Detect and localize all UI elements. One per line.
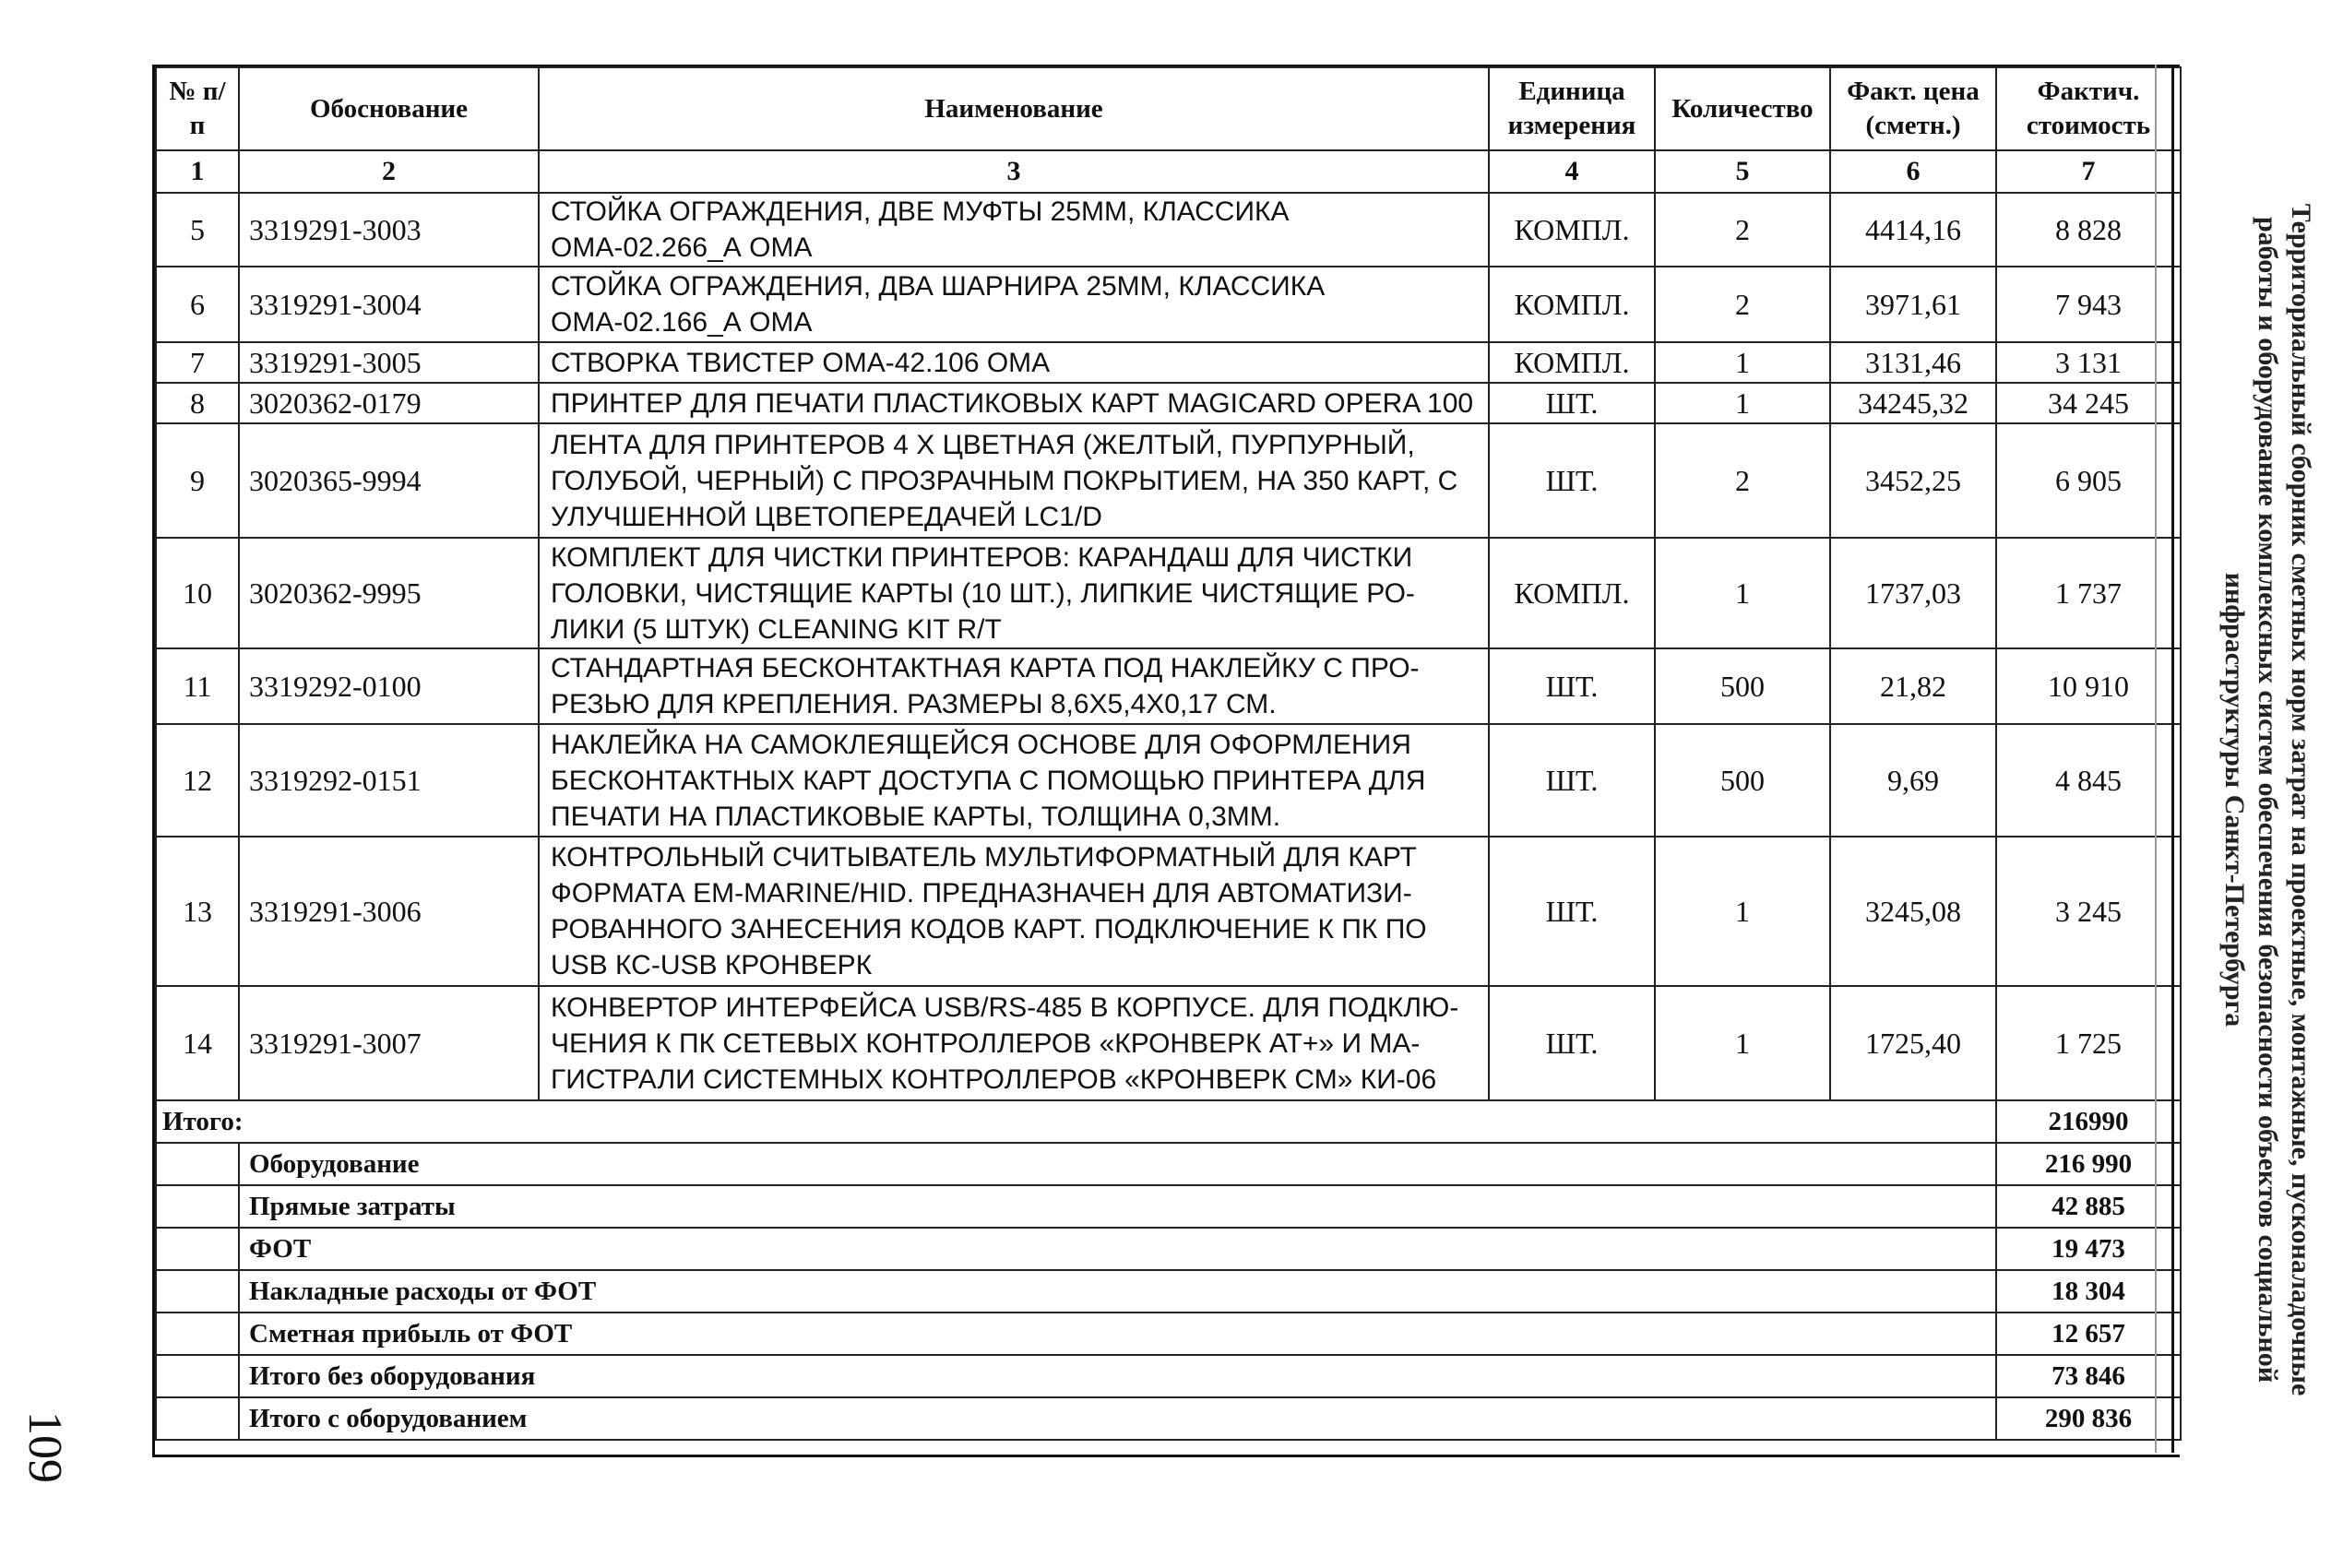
summary-row <box>156 1397 2181 1440</box>
row-unit: ШТ. <box>1489 986 1655 1100</box>
row-name: НАКЛЕЙКА НА САМОКЛЕЯЩЕЙСЯ ОСНОВЕ ДЛЯ ОФОРМЛЕНИЯ БЕСКОНТАКТНЫХ КАРТ ДОСТУПА С ПОМОЩЬЮ ПРИНТЕРА ДЛЯ ПЕЧАТИ НА ПЛАСТИКОВЫЕ КАРТЫ, ТОЛЩИНА 0,3ММ. <box>539 724 1489 837</box>
row-unit: ШТ. <box>1489 724 1655 837</box>
row-unit: КОМПЛ. <box>1489 538 1655 648</box>
summary-row <box>156 1228 2181 1270</box>
summary-value: 42 885 <box>1996 1185 2181 1228</box>
header-unit: Единица измерения <box>1489 67 1655 150</box>
row-no: 6 <box>156 267 239 342</box>
total-row <box>156 1100 2181 1143</box>
row-basis: 3319291-3007 <box>239 986 539 1100</box>
row-no: 10 <box>156 538 239 648</box>
row-basis: 3319291-3006 <box>239 837 539 986</box>
row-price: 34245,32 <box>1830 383 1996 423</box>
table-row <box>156 986 2181 1100</box>
header-price: Факт. цена (сметн.) <box>1830 67 1996 150</box>
row-name: ЛЕНТА ДЛЯ ПРИНТЕРОВ 4 Х ЦВЕТНАЯ (ЖЕЛТЫЙ, ПУРПУРНЫЙ, ГОЛУБОЙ, ЧЕРНЫЙ) С ПРОЗРАЧНЫМ ПОКРЫТИЕМ, НА 350 КАРТ, С УЛУЧШЕННОЙ ЦВЕТОПЕРЕДАЧЕЙ LC1/D <box>539 423 1489 538</box>
column-index: 6 <box>1830 150 1996 193</box>
header-row <box>156 67 2181 150</box>
row-basis: 3319291-3004 <box>239 267 539 342</box>
summary-value: 73 846 <box>1996 1355 2181 1397</box>
row-unit: КОМПЛ. <box>1489 342 1655 383</box>
row-no: 5 <box>156 193 239 267</box>
table-row <box>156 193 2181 267</box>
row-qty: 1 <box>1655 986 1830 1100</box>
row-price: 3452,25 <box>1830 423 1996 538</box>
summary-label: Итого с оборудованием <box>239 1397 1996 1440</box>
row-price: 21,82 <box>1830 648 1996 724</box>
row-unit: ШТ. <box>1489 837 1655 986</box>
header-name: Наименование <box>539 67 1489 150</box>
row-price: 3245,08 <box>1830 837 1996 986</box>
summary-spacer <box>156 1185 239 1228</box>
table-row <box>156 383 2181 423</box>
row-basis: 3020362-9995 <box>239 538 539 648</box>
column-index: 1 <box>156 150 239 193</box>
summary-value: 216 990 <box>1996 1143 2181 1185</box>
row-price: 4414,16 <box>1830 193 1996 267</box>
row-cost: 8 828 <box>1996 193 2181 267</box>
table-row <box>156 267 2181 342</box>
table-row <box>156 342 2181 383</box>
total-value: 216990 <box>1996 1100 2181 1143</box>
row-no: 11 <box>156 648 239 724</box>
row-name: ПРИНТЕР ДЛЯ ПЕЧАТИ ПЛАСТИКОВЫХ КАРТ MAGICARD OPERA 100 <box>539 383 1489 423</box>
summary-label: Оборудование <box>239 1143 1996 1185</box>
row-unit: КОМПЛ. <box>1489 193 1655 267</box>
row-unit: ШТ. <box>1489 648 1655 724</box>
row-basis: 3020365-9994 <box>239 423 539 538</box>
summary-label: ФОТ <box>239 1228 1996 1270</box>
summary-value: 12 657 <box>1996 1313 2181 1355</box>
row-unit: КОМПЛ. <box>1489 267 1655 342</box>
summary-label: Сметная прибыль от ФОТ <box>239 1313 1996 1355</box>
header-no: № п/п <box>156 67 239 150</box>
row-cost: 6 905 <box>1996 423 2181 538</box>
summary-label: Накладные расходы от ФОТ <box>239 1270 1996 1313</box>
table-row <box>156 724 2181 837</box>
row-basis: 3319292-0151 <box>239 724 539 837</box>
row-name: КОМПЛЕКТ ДЛЯ ЧИСТКИ ПРИНТЕРОВ: КАРАНДАШ ДЛЯ ЧИСТКИ ГОЛОВКИ, ЧИСТЯЩИЕ КАРТЫ (10 ШТ.), ЛИПКИЕ ЧИСТЯЩИЕ РО-ЛИКИ (5 ШТУК) CLEANING KIT R/T <box>539 538 1489 648</box>
row-qty: 2 <box>1655 193 1830 267</box>
column-index: 5 <box>1655 150 1830 193</box>
header-qty: Количество <box>1655 67 1830 150</box>
summary-row <box>156 1270 2181 1313</box>
right-divider <box>2155 65 2157 1453</box>
row-name: СТВОРКА ТВИСТЕР ОМА-42.106 ОМА <box>539 342 1489 383</box>
summary-spacer <box>156 1355 239 1397</box>
row-basis: 3319292-0100 <box>239 648 539 724</box>
row-unit: ШТ. <box>1489 423 1655 538</box>
summary-row <box>156 1313 2181 1355</box>
table-row <box>156 538 2181 648</box>
summary-value: 18 304 <box>1996 1270 2181 1313</box>
row-name: СТОЙКА ОГРАЖДЕНИЯ, ДВЕ МУФТЫ 25ММ, КЛАССИКА ОМА-02.266_А ОМА <box>539 193 1489 267</box>
row-name: СТАНДАРТНАЯ БЕСКОНТАКТНАЯ КАРТА ПОД НАКЛЕЙКУ С ПРО-РЕЗЬЮ ДЛЯ КРЕПЛЕНИЯ. РАЗМЕРЫ 8,6Х5,4Х0,17 СМ. <box>539 648 1489 724</box>
summary-value: 19 473 <box>1996 1228 2181 1270</box>
row-name: КОНВЕРТОР ИНТЕРФЕЙСА USB/RS-485 В КОРПУСЕ. ДЛЯ ПОДКЛЮ-ЧЕНИЯ К ПК СЕТЕВЫХ КОНТРОЛЛЕРОВ «КРОНВЕРК АТ+» И МА-ГИСТРАЛИ СИСТЕМНЫХ КОНТРОЛЛЕРОВ «КРОНВЕРК СМ» КИ-06 <box>539 986 1489 1100</box>
row-no: 9 <box>156 423 239 538</box>
side-title: Территориальный сборник сметных норм затрат на проектные, монтажные, пусконаладочные работы и оборудование комплексных систем обеспечения безопасности объектов социальной инфраструктуры Санкт-Петербурга <box>2219 203 2316 1396</box>
row-basis: 3319291-3003 <box>239 193 539 267</box>
row-cost: 3 245 <box>1996 837 2181 986</box>
estimate-table-sheet <box>152 65 2180 1457</box>
row-cost: 3 131 <box>1996 342 2181 383</box>
summary-label: Итого без оборудования <box>239 1355 1996 1397</box>
header-cost: Фактич. стоимость <box>1996 67 2181 150</box>
summary-spacer <box>156 1143 239 1185</box>
side-border <box>2171 65 2174 1453</box>
estimate-table <box>155 66 2182 1441</box>
row-basis: 3020362-0179 <box>239 383 539 423</box>
row-qty: 1 <box>1655 837 1830 986</box>
summary-spacer <box>156 1228 239 1270</box>
column-index: 7 <box>1996 150 2181 193</box>
row-price: 3131,46 <box>1830 342 1996 383</box>
row-unit: ШТ. <box>1489 383 1655 423</box>
row-no: 7 <box>156 342 239 383</box>
row-no: 14 <box>156 986 239 1100</box>
row-no: 8 <box>156 383 239 423</box>
table-row <box>156 648 2181 724</box>
column-index: 4 <box>1489 150 1655 193</box>
row-qty: 500 <box>1655 648 1830 724</box>
row-no: 12 <box>156 724 239 837</box>
summary-spacer <box>156 1397 239 1440</box>
summary-row <box>156 1143 2181 1185</box>
row-qty: 1 <box>1655 538 1830 648</box>
total-label: Итого: <box>156 1100 1996 1143</box>
row-price: 1737,03 <box>1830 538 1996 648</box>
row-cost: 7 943 <box>1996 267 2181 342</box>
row-qty: 2 <box>1655 267 1830 342</box>
row-cost: 1 737 <box>1996 538 2181 648</box>
row-cost: 4 845 <box>1996 724 2181 837</box>
summary-label: Прямые затраты <box>239 1185 1996 1228</box>
column-index: 2 <box>239 150 539 193</box>
page-number: 109 <box>18 1411 71 1483</box>
row-cost: 34 245 <box>1996 383 2181 423</box>
row-name: КОНТРОЛЬНЫЙ СЧИТЫВАТЕЛЬ МУЛЬТИФОРМАТНЫЙ ДЛЯ КАРТ ФОРМАТА EM-MARINE/HID. ПРЕДНАЗНАЧЕН ДЛЯ АВТОМАТИЗИ-РОВАННОГО ЗАНЕСЕНИЯ КОДОВ КАРТ. ПОДКЛЮЧЕНИЕ К ПК ПО USB КС-USB КРОНВЕРК <box>539 837 1489 986</box>
table-row <box>156 423 2181 538</box>
column-index: 3 <box>539 150 1489 193</box>
row-no: 13 <box>156 837 239 986</box>
row-name: СТОЙКА ОГРАЖДЕНИЯ, ДВА ШАРНИРА 25ММ, КЛАССИКА ОМА-02.166_А ОМА <box>539 267 1489 342</box>
table-row <box>156 837 2181 986</box>
row-qty: 1 <box>1655 383 1830 423</box>
row-price: 3971,61 <box>1830 267 1996 342</box>
row-qty: 1 <box>1655 342 1830 383</box>
row-price: 1725,40 <box>1830 986 1996 1100</box>
summary-row <box>156 1185 2181 1228</box>
row-qty: 2 <box>1655 423 1830 538</box>
column-index-row <box>156 150 2181 193</box>
header-basis: Обоснование <box>239 67 539 150</box>
summary-spacer <box>156 1270 239 1313</box>
row-cost: 10 910 <box>1996 648 2181 724</box>
summary-row <box>156 1355 2181 1397</box>
row-qty: 500 <box>1655 724 1830 837</box>
row-cost: 1 725 <box>1996 986 2181 1100</box>
summary-spacer <box>156 1313 239 1355</box>
summary-value: 290 836 <box>1996 1397 2181 1440</box>
row-price: 9,69 <box>1830 724 1996 837</box>
row-basis: 3319291-3005 <box>239 342 539 383</box>
